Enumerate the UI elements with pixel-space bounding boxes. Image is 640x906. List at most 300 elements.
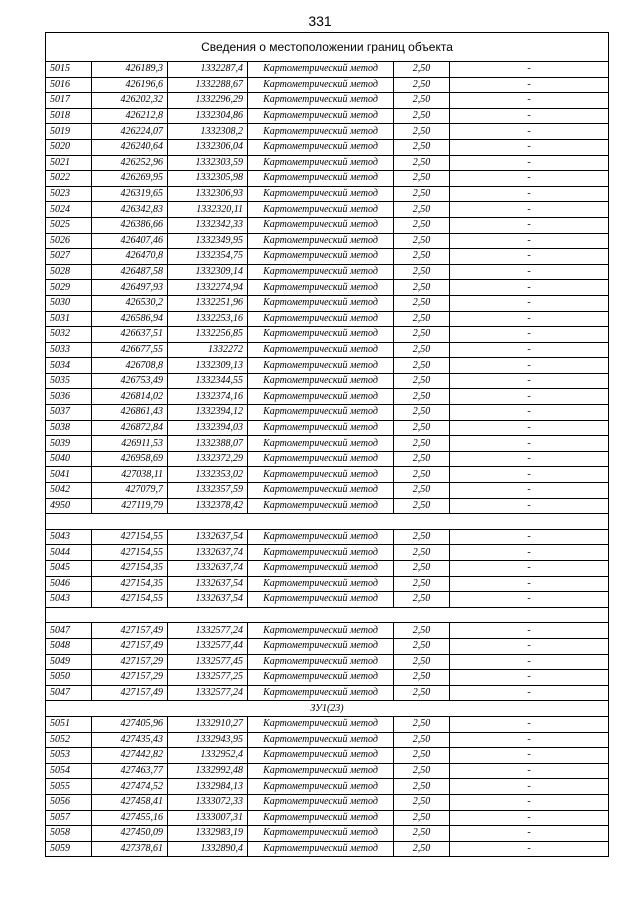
method-cell: Картометрический метод xyxy=(248,779,394,795)
description-cell: - xyxy=(450,779,609,795)
coord-y-cell: 1332253,16 xyxy=(168,311,248,327)
description-cell: - xyxy=(450,794,609,810)
coord-x-cell: 427378,61 xyxy=(92,841,168,857)
table-row xyxy=(46,77,609,93)
table-row xyxy=(46,155,609,171)
description-cell: - xyxy=(450,373,609,389)
point-number-cell: 5036 xyxy=(46,389,92,405)
table-row xyxy=(46,124,609,140)
point-number-cell: 5052 xyxy=(46,732,92,748)
coord-x-cell: 427157,29 xyxy=(92,670,168,686)
table-row xyxy=(46,108,609,124)
method-cell: Картометрический метод xyxy=(248,327,394,343)
coord-x-cell: 426342,83 xyxy=(92,202,168,218)
point-number-cell: 5033 xyxy=(46,342,92,358)
point-number-cell: 5027 xyxy=(46,249,92,265)
table-row xyxy=(46,685,609,701)
coord-y-cell: 1332349,95 xyxy=(168,233,248,249)
section-separator-row xyxy=(46,514,609,530)
point-number-cell: 5039 xyxy=(46,436,92,452)
point-number-cell: 5053 xyxy=(46,748,92,764)
table-row xyxy=(46,638,609,654)
coord-y-cell: 1332288,67 xyxy=(168,77,248,93)
table-row xyxy=(46,405,609,421)
coord-x-cell: 426407,46 xyxy=(92,233,168,249)
method-cell: Картометрический метод xyxy=(248,826,394,842)
method-cell: Картометрический метод xyxy=(248,763,394,779)
coord-x-cell: 426637,51 xyxy=(92,327,168,343)
precision-cell: 2,50 xyxy=(394,483,450,499)
coord-y-cell: 1332637,74 xyxy=(168,561,248,577)
section-separator xyxy=(46,514,609,530)
precision-cell: 2,50 xyxy=(394,748,450,764)
precision-cell: 2,50 xyxy=(394,779,450,795)
point-number-cell: 5030 xyxy=(46,295,92,311)
method-cell: Картометрический метод xyxy=(248,561,394,577)
coord-y-cell: 1332309,13 xyxy=(168,358,248,374)
method-cell: Картометрический метод xyxy=(248,77,394,93)
table-row xyxy=(46,62,609,78)
coord-x-cell: 426470,8 xyxy=(92,249,168,265)
point-number-cell: 5046 xyxy=(46,576,92,592)
coord-x-cell: 427154,35 xyxy=(92,576,168,592)
coord-y-cell: 1332910,27 xyxy=(168,716,248,732)
precision-cell: 2,50 xyxy=(394,171,450,187)
method-cell: Картометрический метод xyxy=(248,529,394,545)
precision-cell: 2,50 xyxy=(394,654,450,670)
method-cell: Картометрический метод xyxy=(248,685,394,701)
coord-x-cell: 426497,93 xyxy=(92,280,168,296)
description-cell: - xyxy=(450,841,609,857)
precision-cell: 2,50 xyxy=(394,233,450,249)
point-number-cell: 5016 xyxy=(46,77,92,93)
precision-cell: 2,50 xyxy=(394,62,450,78)
description-cell: - xyxy=(450,389,609,405)
coord-y-cell: 1332272 xyxy=(168,342,248,358)
precision-cell: 2,50 xyxy=(394,108,450,124)
point-number-cell: 5038 xyxy=(46,420,92,436)
coord-x-cell: 427458,41 xyxy=(92,794,168,810)
precision-cell: 2,50 xyxy=(394,358,450,374)
description-cell: - xyxy=(450,77,609,93)
precision-cell: 2,50 xyxy=(394,467,450,483)
method-cell: Картометрический метод xyxy=(248,420,394,436)
coord-y-cell: 1332983,19 xyxy=(168,826,248,842)
coord-x-cell: 426911,53 xyxy=(92,436,168,452)
coord-x-cell: 426677,55 xyxy=(92,342,168,358)
coord-x-cell: 427157,49 xyxy=(92,623,168,639)
section-label-row xyxy=(46,701,609,717)
point-number-cell: 5028 xyxy=(46,264,92,280)
coord-x-cell: 427435,43 xyxy=(92,732,168,748)
precision-cell: 2,50 xyxy=(394,389,450,405)
description-cell: - xyxy=(450,810,609,826)
precision-cell: 2,50 xyxy=(394,576,450,592)
precision-cell: 2,50 xyxy=(394,436,450,452)
description-cell: - xyxy=(450,763,609,779)
point-number-cell: 5051 xyxy=(46,716,92,732)
precision-cell: 2,50 xyxy=(394,420,450,436)
section-label: ЗУ1(23) xyxy=(46,701,609,717)
coord-x-cell: 426196,6 xyxy=(92,77,168,93)
coord-y-cell: 1332394,12 xyxy=(168,405,248,421)
point-number-cell: 5040 xyxy=(46,451,92,467)
point-number-cell: 5026 xyxy=(46,233,92,249)
coord-y-cell: 1332287,4 xyxy=(168,62,248,78)
point-number-cell: 5032 xyxy=(46,327,92,343)
coord-y-cell: 1332637,54 xyxy=(168,592,248,608)
method-cell: Картометрический метод xyxy=(248,436,394,452)
description-cell: - xyxy=(450,295,609,311)
coord-y-cell: 1333072,33 xyxy=(168,794,248,810)
table-row xyxy=(46,171,609,187)
description-cell: - xyxy=(450,561,609,577)
coord-y-cell: 1332303,59 xyxy=(168,155,248,171)
description-cell: - xyxy=(450,311,609,327)
table-row xyxy=(46,264,609,280)
description-cell: - xyxy=(450,748,609,764)
description-cell: - xyxy=(450,732,609,748)
coord-x-cell: 426386,66 xyxy=(92,217,168,233)
coord-y-cell: 1332637,74 xyxy=(168,545,248,561)
description-cell: - xyxy=(450,638,609,654)
precision-cell: 2,50 xyxy=(394,217,450,233)
precision-cell: 2,50 xyxy=(394,561,450,577)
precision-cell: 2,50 xyxy=(394,77,450,93)
coord-x-cell: 427450,09 xyxy=(92,826,168,842)
precision-cell: 2,50 xyxy=(394,498,450,514)
description-cell: - xyxy=(450,186,609,202)
coord-x-cell: 427405,96 xyxy=(92,716,168,732)
description-cell: - xyxy=(450,716,609,732)
coord-y-cell: 1332577,24 xyxy=(168,685,248,701)
description-cell: - xyxy=(450,420,609,436)
table-row xyxy=(46,794,609,810)
description-cell: - xyxy=(450,264,609,280)
coord-y-cell: 1332306,93 xyxy=(168,186,248,202)
precision-cell: 2,50 xyxy=(394,405,450,421)
method-cell: Картометрический метод xyxy=(248,124,394,140)
table-row xyxy=(46,139,609,155)
precision-cell: 2,50 xyxy=(394,670,450,686)
method-cell: Картометрический метод xyxy=(248,794,394,810)
description-cell: - xyxy=(450,217,609,233)
method-cell: Картометрический метод xyxy=(248,280,394,296)
precision-cell: 2,50 xyxy=(394,93,450,109)
description-cell: - xyxy=(450,483,609,499)
coord-x-cell: 426252,96 xyxy=(92,155,168,171)
point-number-cell: 5050 xyxy=(46,670,92,686)
method-cell: Картометрический метод xyxy=(248,467,394,483)
point-number-cell: 4950 xyxy=(46,498,92,514)
precision-cell: 2,50 xyxy=(394,249,450,265)
table-row xyxy=(46,826,609,842)
coord-x-cell: 427157,49 xyxy=(92,638,168,654)
point-number-cell: 5054 xyxy=(46,763,92,779)
boundary-table xyxy=(45,32,609,857)
coord-x-cell: 427463,77 xyxy=(92,763,168,779)
description-cell: - xyxy=(450,280,609,296)
table-row xyxy=(46,623,609,639)
coord-x-cell: 427474,52 xyxy=(92,779,168,795)
method-cell: Картометрический метод xyxy=(248,498,394,514)
table-title: Сведения о местоположении границ объекта xyxy=(46,33,609,62)
coord-y-cell: 1332394,03 xyxy=(168,420,248,436)
precision-cell: 2,50 xyxy=(394,373,450,389)
method-cell: Картометрический метод xyxy=(248,249,394,265)
method-cell: Картометрический метод xyxy=(248,389,394,405)
coord-x-cell: 426202,32 xyxy=(92,93,168,109)
section-separator-row xyxy=(46,607,609,623)
precision-cell: 2,50 xyxy=(394,327,450,343)
precision-cell: 2,50 xyxy=(394,186,450,202)
description-cell: - xyxy=(450,670,609,686)
precision-cell: 2,50 xyxy=(394,716,450,732)
table-row xyxy=(46,451,609,467)
precision-cell: 2,50 xyxy=(394,545,450,561)
point-number-cell: 5035 xyxy=(46,373,92,389)
method-cell: Картометрический метод xyxy=(248,405,394,421)
description-cell: - xyxy=(450,358,609,374)
point-number-cell: 5019 xyxy=(46,124,92,140)
coord-x-cell: 426861,43 xyxy=(92,405,168,421)
precision-cell: 2,50 xyxy=(394,124,450,140)
point-number-cell: 5059 xyxy=(46,841,92,857)
coord-y-cell: 1332251,96 xyxy=(168,295,248,311)
description-cell: - xyxy=(450,327,609,343)
table-row xyxy=(46,545,609,561)
description-cell: - xyxy=(450,62,609,78)
table-row xyxy=(46,280,609,296)
method-cell: Картометрический метод xyxy=(248,748,394,764)
point-number-cell: 5057 xyxy=(46,810,92,826)
coord-y-cell: 1332378,42 xyxy=(168,498,248,514)
table-row xyxy=(46,529,609,545)
method-cell: Картометрический метод xyxy=(248,373,394,389)
coord-y-cell: 1332296,29 xyxy=(168,93,248,109)
method-cell: Картометрический метод xyxy=(248,654,394,670)
point-number-cell: 5025 xyxy=(46,217,92,233)
table-row xyxy=(46,436,609,452)
method-cell: Картометрический метод xyxy=(248,62,394,78)
table-row xyxy=(46,420,609,436)
table-row xyxy=(46,295,609,311)
precision-cell: 2,50 xyxy=(394,155,450,171)
coord-y-cell: 1332637,54 xyxy=(168,576,248,592)
table-row xyxy=(46,763,609,779)
description-cell: - xyxy=(450,93,609,109)
coord-x-cell: 426319,65 xyxy=(92,186,168,202)
table-body xyxy=(46,33,609,857)
coord-y-cell: 1332577,44 xyxy=(168,638,248,654)
table-row xyxy=(46,217,609,233)
coord-y-cell: 1332256,85 xyxy=(168,327,248,343)
coord-x-cell: 427157,49 xyxy=(92,685,168,701)
coord-y-cell: 1332342,33 xyxy=(168,217,248,233)
coord-y-cell: 1332577,25 xyxy=(168,670,248,686)
table-row xyxy=(46,467,609,483)
description-cell: - xyxy=(450,623,609,639)
precision-cell: 2,50 xyxy=(394,529,450,545)
coord-x-cell: 426212,8 xyxy=(92,108,168,124)
method-cell: Картометрический метод xyxy=(248,202,394,218)
precision-cell: 2,50 xyxy=(394,732,450,748)
point-number-cell: 5031 xyxy=(46,311,92,327)
method-cell: Картометрический метод xyxy=(248,576,394,592)
coord-x-cell: 427079,7 xyxy=(92,483,168,499)
point-number-cell: 5018 xyxy=(46,108,92,124)
precision-cell: 2,50 xyxy=(394,638,450,654)
coord-y-cell: 1332372,29 xyxy=(168,451,248,467)
precision-cell: 2,50 xyxy=(394,451,450,467)
description-cell: - xyxy=(450,545,609,561)
coord-x-cell: 427154,55 xyxy=(92,592,168,608)
coord-x-cell: 427154,35 xyxy=(92,561,168,577)
precision-cell: 2,50 xyxy=(394,280,450,296)
description-cell: - xyxy=(450,108,609,124)
method-cell: Картометрический метод xyxy=(248,638,394,654)
coord-x-cell: 427119,79 xyxy=(92,498,168,514)
method-cell: Картометрический метод xyxy=(248,732,394,748)
precision-cell: 2,50 xyxy=(394,264,450,280)
coord-y-cell: 1332274,94 xyxy=(168,280,248,296)
coord-x-cell: 426872,84 xyxy=(92,420,168,436)
coord-y-cell: 1332992,48 xyxy=(168,763,248,779)
precision-cell: 2,50 xyxy=(394,794,450,810)
coord-x-cell: 427154,55 xyxy=(92,545,168,561)
table-row xyxy=(46,810,609,826)
method-cell: Картометрический метод xyxy=(248,358,394,374)
table-row xyxy=(46,342,609,358)
coord-y-cell: 1333007,31 xyxy=(168,810,248,826)
table-row xyxy=(46,233,609,249)
method-cell: Картометрический метод xyxy=(248,139,394,155)
coord-x-cell: 426530,2 xyxy=(92,295,168,311)
point-number-cell: 5047 xyxy=(46,685,92,701)
point-number-cell: 5048 xyxy=(46,638,92,654)
coord-x-cell: 426586,94 xyxy=(92,311,168,327)
coord-y-cell: 1332304,86 xyxy=(168,108,248,124)
point-number-cell: 5043 xyxy=(46,592,92,608)
point-number-cell: 5037 xyxy=(46,405,92,421)
description-cell: - xyxy=(450,826,609,842)
description-cell: - xyxy=(450,124,609,140)
coord-x-cell: 426269,95 xyxy=(92,171,168,187)
precision-cell: 2,50 xyxy=(394,342,450,358)
coord-y-cell: 1332353,02 xyxy=(168,467,248,483)
precision-cell: 2,50 xyxy=(394,592,450,608)
method-cell: Картометрический метод xyxy=(248,311,394,327)
precision-cell: 2,50 xyxy=(394,763,450,779)
coord-y-cell: 1332577,24 xyxy=(168,623,248,639)
description-cell: - xyxy=(450,436,609,452)
description-cell: - xyxy=(450,171,609,187)
point-number-cell: 5015 xyxy=(46,62,92,78)
description-cell: - xyxy=(450,249,609,265)
precision-cell: 2,50 xyxy=(394,202,450,218)
table-row xyxy=(46,498,609,514)
table-row xyxy=(46,670,609,686)
precision-cell: 2,50 xyxy=(394,139,450,155)
point-number-cell: 5044 xyxy=(46,545,92,561)
method-cell: Картометрический метод xyxy=(248,841,394,857)
method-cell: Картометрический метод xyxy=(248,295,394,311)
description-cell: - xyxy=(450,405,609,421)
coord-y-cell: 1332344,55 xyxy=(168,373,248,389)
point-number-cell: 5020 xyxy=(46,139,92,155)
coord-x-cell: 427038,11 xyxy=(92,467,168,483)
table-row xyxy=(46,779,609,795)
coord-x-cell: 426189,3 xyxy=(92,62,168,78)
description-cell: - xyxy=(450,576,609,592)
method-cell: Картометрический метод xyxy=(248,186,394,202)
table-row xyxy=(46,732,609,748)
coord-x-cell: 427455,16 xyxy=(92,810,168,826)
coord-y-cell: 1332374,16 xyxy=(168,389,248,405)
precision-cell: 2,50 xyxy=(394,810,450,826)
coord-x-cell: 427154,55 xyxy=(92,529,168,545)
point-number-cell: 5023 xyxy=(46,186,92,202)
method-cell: Картометрический метод xyxy=(248,623,394,639)
section-separator xyxy=(46,607,609,623)
description-cell: - xyxy=(450,467,609,483)
table-row xyxy=(46,841,609,857)
table-row xyxy=(46,592,609,608)
point-number-cell: 5049 xyxy=(46,654,92,670)
point-number-cell: 5022 xyxy=(46,171,92,187)
coord-x-cell: 426487,58 xyxy=(92,264,168,280)
description-cell: - xyxy=(450,139,609,155)
table-row xyxy=(46,748,609,764)
table-row xyxy=(46,327,609,343)
coord-y-cell: 1332306,04 xyxy=(168,139,248,155)
coord-y-cell: 1332952,4 xyxy=(168,748,248,764)
method-cell: Картометрический метод xyxy=(248,155,394,171)
page-number: 331 xyxy=(308,13,332,29)
point-number-cell: 5056 xyxy=(46,794,92,810)
coord-y-cell: 1332357,59 xyxy=(168,483,248,499)
table-row xyxy=(46,716,609,732)
coord-y-cell: 1332890,4 xyxy=(168,841,248,857)
coord-x-cell: 426224,07 xyxy=(92,124,168,140)
description-cell: - xyxy=(450,451,609,467)
coord-y-cell: 1332984,13 xyxy=(168,779,248,795)
method-cell: Картометрический метод xyxy=(248,592,394,608)
table-row xyxy=(46,654,609,670)
coord-y-cell: 1332309,14 xyxy=(168,264,248,280)
table-row xyxy=(46,311,609,327)
coord-y-cell: 1332388,07 xyxy=(168,436,248,452)
coord-y-cell: 1332354,75 xyxy=(168,249,248,265)
method-cell: Картометрический метод xyxy=(248,264,394,280)
table-row xyxy=(46,358,609,374)
table-row xyxy=(46,389,609,405)
table-row xyxy=(46,249,609,265)
description-cell: - xyxy=(450,654,609,670)
point-number-cell: 5047 xyxy=(46,623,92,639)
point-number-cell: 5058 xyxy=(46,826,92,842)
table-row xyxy=(46,202,609,218)
description-cell: - xyxy=(450,592,609,608)
method-cell: Картометрический метод xyxy=(248,810,394,826)
precision-cell: 2,50 xyxy=(394,295,450,311)
method-cell: Картометрический метод xyxy=(248,545,394,561)
coord-y-cell: 1332305,98 xyxy=(168,171,248,187)
point-number-cell: 5041 xyxy=(46,467,92,483)
description-cell: - xyxy=(450,233,609,249)
precision-cell: 2,50 xyxy=(394,826,450,842)
coord-x-cell: 426240,64 xyxy=(92,139,168,155)
